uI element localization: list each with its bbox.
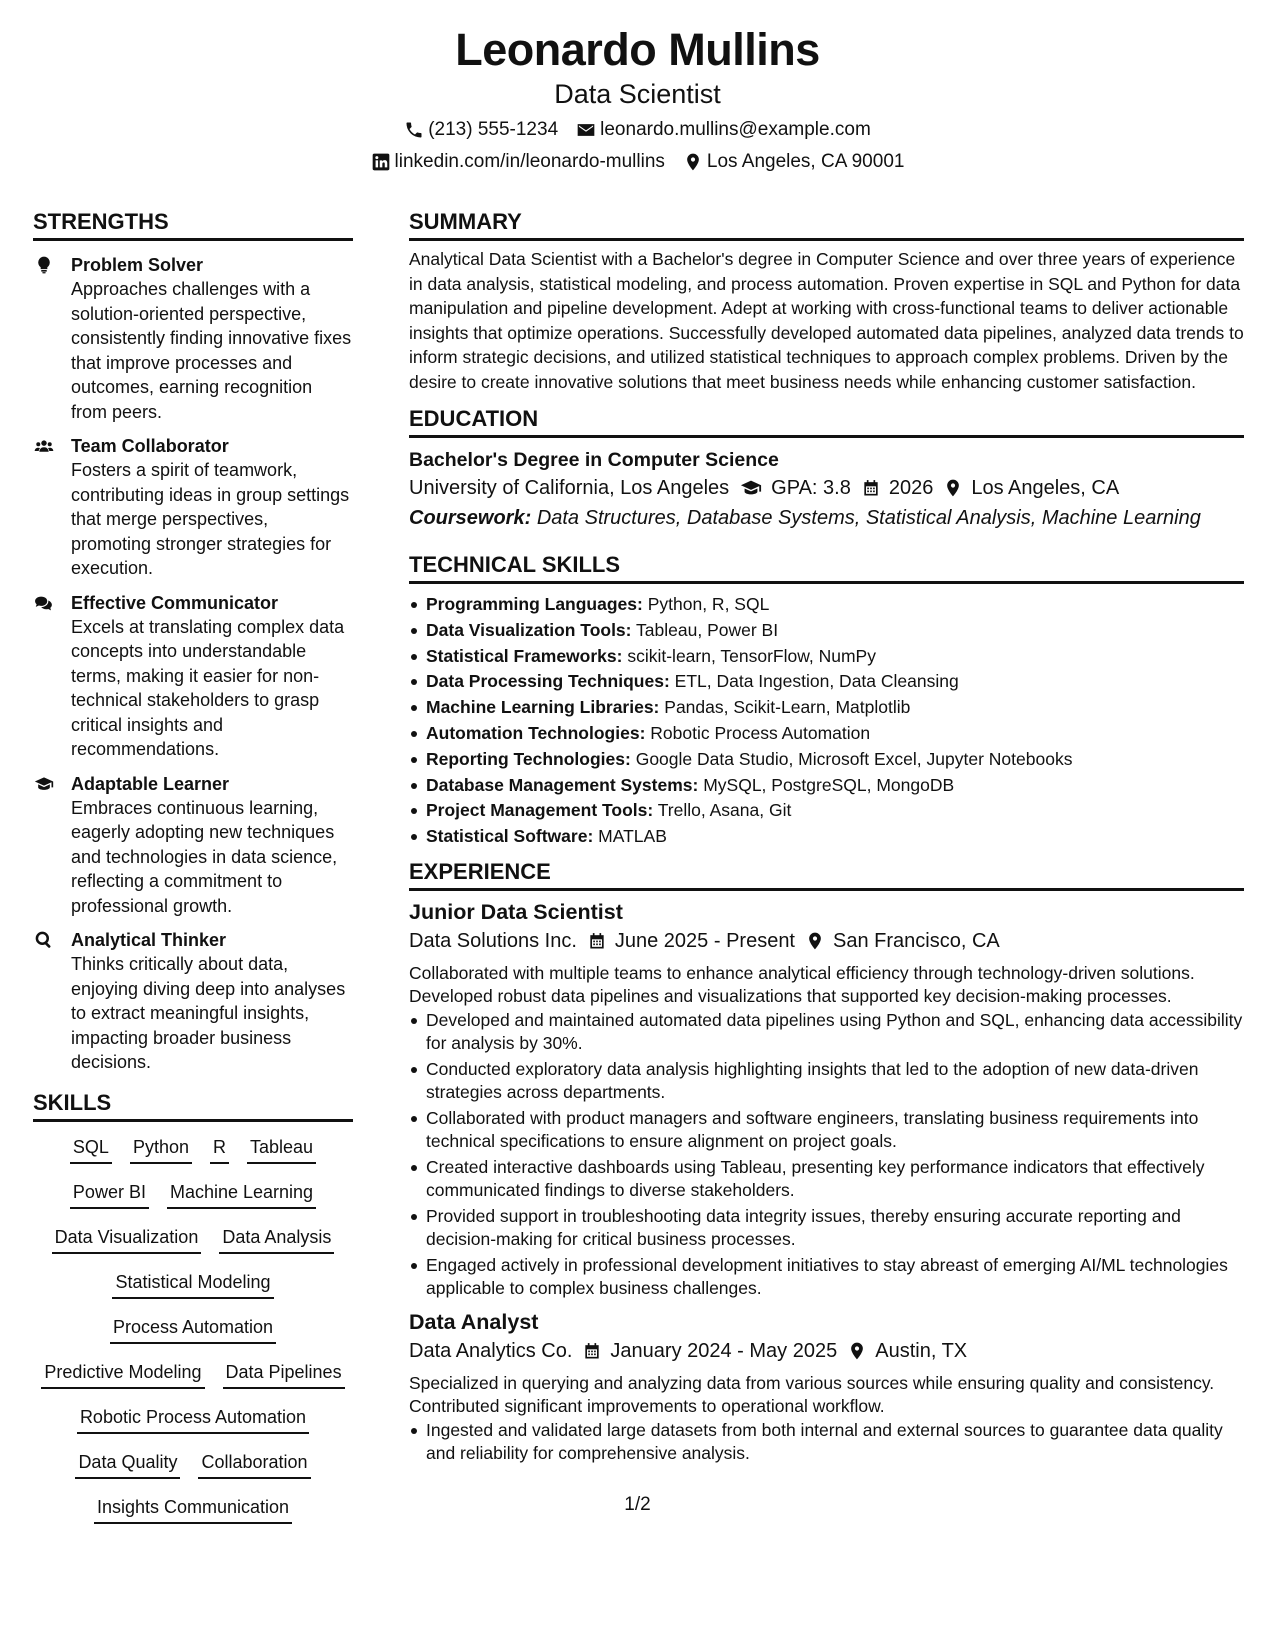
phone-icon <box>404 120 424 140</box>
skill-tag-row <box>33 1449 353 1494</box>
job-entry <box>409 898 1244 1301</box>
technical-skill-label: Project Management Tools: <box>426 800 654 821</box>
skill-tag: Insights Communication <box>94 1494 292 1524</box>
right-column <box>409 208 1244 1468</box>
map-pin-icon <box>847 1341 867 1361</box>
coursework-label: Coursework: <box>409 507 532 529</box>
gpa-item <box>739 473 851 503</box>
strength-item <box>33 772 353 919</box>
job-bullet: Provided support in troubleshooting data integrity issues, thereby ensuring accurate reporting and decision-making for critical business processes. <box>409 1205 1244 1252</box>
users-icon <box>33 436 57 456</box>
skill-tag: SQL <box>70 1134 112 1164</box>
email-contact[interactable] <box>576 118 871 142</box>
job-entry <box>409 1308 1244 1466</box>
skill-tag: Machine Learning <box>167 1179 316 1209</box>
skill-tag-row <box>33 1404 353 1449</box>
strength-desc: Excels at translating complex data concepts into understandable terms, making it easier for non-technical stakeholders to grasp critical insights and recommendations. <box>71 616 345 759</box>
strength-item <box>33 928 353 1075</box>
skills-heading: SKILLS <box>33 1089 353 1122</box>
page-number: 1/2 <box>624 1494 651 1515</box>
location-text: Los Angeles, CA 90001 <box>706 151 905 172</box>
skill-tag-row <box>33 1224 353 1269</box>
left-column <box>33 208 353 1539</box>
degree-title: Bachelor's Degree in Computer Science <box>409 449 779 471</box>
technical-skill-item <box>409 618 1244 644</box>
company-name: Data Solutions Inc. <box>409 929 577 952</box>
job-bullet: Created interactive dashboards using Tableau, presenting key performance indicators that effectively communicated findings to diverse stakeholders. <box>409 1156 1244 1203</box>
location-contact <box>683 150 905 174</box>
technical-skill-label: Programming Languages: <box>426 594 643 614</box>
technical-skill-value: Robotic Process Automation <box>650 722 871 743</box>
jobs-list <box>409 898 1244 1466</box>
strength-title: Adaptable Learner <box>71 773 230 794</box>
technical-skill-label: Reporting Technologies: <box>426 748 631 769</box>
technical-skill-label: Data Processing Techniques: <box>426 671 670 692</box>
lightbulb-icon <box>33 255 57 275</box>
technical-skill-item <box>409 721 1244 747</box>
technical-skill-label: Data Visualization Tools: <box>426 619 632 640</box>
skill-tag: R <box>210 1134 229 1164</box>
resume-header <box>0 22 1275 174</box>
job-title: Data Analyst <box>409 1309 539 1334</box>
candidate-title: Data Scientist <box>554 79 721 109</box>
education-meta <box>409 473 1244 503</box>
job-dates: January 2024 - May 2025 <box>610 1339 838 1362</box>
summary-text: Analytical Data Scientist with a Bachelor's degree in Computer Science and over three years of experience in data analysis, statistical modeling, and process automation. Proven expertise in SQL and Python for data manipulation and pipeline development. Adept at working with cross-functional teams to deliver actionable insights that optimize operations. Successfully developed automated data pipelines, analyzed data trends to inform strategic decisions, and utilized statistical techniques to approach complex problems. Driven by the desire to create innovative solutions that meet business needs while enhancing customer satisfaction. <box>409 249 1244 392</box>
technical-skill-item <box>409 592 1244 618</box>
job-bullets <box>409 1419 1244 1466</box>
job-bullet: Conducted exploratory data analysis highlighting insights that led to the adoption of new data-driven strategies across departments. <box>409 1058 1244 1105</box>
skill-tag-row <box>33 1179 353 1224</box>
coursework-text: Data Structures, Database Systems, Statistical Analysis, Machine Learning <box>536 507 1201 529</box>
skill-tag-row <box>33 1314 353 1359</box>
job-meta <box>409 926 1244 956</box>
contact-row-1 <box>0 118 1275 142</box>
experience-heading: EXPERIENCE <box>409 858 1244 891</box>
year-text: 2026 <box>888 477 934 499</box>
skill-tag: Python <box>130 1134 192 1164</box>
technical-skill-value: ETL, Data Ingestion, Data Cleansing <box>674 671 959 692</box>
technical-skill-value: MATLAB <box>598 826 667 847</box>
skill-tag: Data Analysis <box>219 1224 334 1254</box>
skill-tag-row <box>33 1269 353 1314</box>
gpa-text: GPA: 3.8 <box>771 477 851 499</box>
technical-skills-heading: TECHNICAL SKILLS <box>409 551 1244 584</box>
skill-tag: Data Quality <box>75 1449 180 1479</box>
strength-desc: Thinks critically about data, enjoying diving deep into analyses to extract meaningful insights, impacting broader business decisions. <box>71 954 346 1072</box>
technical-skill-label: Statistical Software: <box>426 826 594 847</box>
job-bullet: Developed and maintained automated data pipelines using Python and SQL, enhancing data accessibility for analysis by 30%. <box>409 1009 1244 1056</box>
phone-text: (213) 555-1234 <box>428 119 559 140</box>
skill-tag: Statistical Modeling <box>112 1269 273 1299</box>
candidate-name: Leonardo Mullins <box>455 24 820 75</box>
skill-tags <box>33 1122 353 1539</box>
map-pin-icon <box>805 931 825 951</box>
strength-title: Effective Communicator <box>71 592 279 613</box>
coursework <box>409 503 1244 533</box>
job-description: Collaborated with multiple teams to enhance analytical efficiency through technology-driven solutions. Developed robust data pipelines and visualizations that supported key decision-making processes. <box>409 962 1195 1007</box>
linkedin-text: linkedin.com/in/leonardo-mullins <box>394 151 665 172</box>
technical-skill-label: Automation Technologies: <box>426 722 646 743</box>
skill-tag: Data Pipelines <box>223 1359 345 1389</box>
school-name: University of California, Los Angeles <box>409 477 730 499</box>
technical-skill-value: Google Data Studio, Microsoft Excel, Jupyter Notebooks <box>635 748 1073 769</box>
calendar-icon <box>587 931 607 951</box>
technical-skill-item <box>409 644 1244 670</box>
job-location-item <box>847 1336 967 1366</box>
graduation-cap-icon <box>33 774 57 794</box>
skill-tag: Collaboration <box>198 1449 310 1479</box>
strength-title: Team Collaborator <box>71 436 229 456</box>
technical-skill-label: Statistical Frameworks: <box>426 645 623 666</box>
technical-skill-item <box>409 773 1244 799</box>
edu-location-text: Los Angeles, CA <box>971 477 1120 499</box>
phone-contact[interactable] <box>404 118 558 142</box>
company-name: Data Analytics Co. <box>409 1339 573 1362</box>
skill-tag: Data Visualization <box>52 1224 202 1254</box>
strength-desc: Approaches challenges with a solution-oriented perspective, consistently finding innovative fixes that improve processes and outcomes, earning recognition from peers. <box>71 279 352 422</box>
technical-skill-item <box>409 798 1244 824</box>
technical-skill-item <box>409 669 1244 695</box>
skill-tag: Robotic Process Automation <box>77 1404 309 1434</box>
strength-title: Problem Solver <box>71 255 204 275</box>
graduation-cap-icon <box>739 477 763 499</box>
technical-skill-value: Python, R, SQL <box>647 594 770 614</box>
technical-skill-value: scikit-learn, TensorFlow, NumPy <box>627 645 876 666</box>
skill-tag: Process Automation <box>110 1314 276 1344</box>
job-bullet: Ingested and validated large datasets from both internal and external sources to guarantee data quality and reliability for comprehensive analysis. <box>409 1419 1244 1466</box>
skill-tag: Power BI <box>70 1179 149 1209</box>
map-pin-icon <box>683 152 703 172</box>
edu-location-item <box>943 473 1119 503</box>
calendar-icon <box>861 478 881 498</box>
job-bullet: Collaborated with product managers and software engineers, translating business requirements into technical specifications to ensure alignment on project goals. <box>409 1107 1244 1154</box>
strength-desc: Fosters a spirit of teamwork, contributing ideas in group settings that merge perspectives, promoting stronger strategies for execution. <box>71 460 350 578</box>
job-location: San Francisco, CA <box>833 929 1000 952</box>
technical-skill-value: Tableau, Power BI <box>636 619 779 640</box>
job-meta <box>409 1336 1244 1366</box>
skill-tag-row <box>33 1359 353 1404</box>
calendar-icon <box>582 1341 602 1361</box>
job-dates: June 2025 - Present <box>614 929 795 952</box>
strength-item <box>33 253 353 424</box>
linkedin-icon <box>371 152 391 172</box>
strength-item <box>33 434 353 581</box>
linkedin-contact[interactable] <box>371 150 665 174</box>
skill-tag-row <box>33 1134 353 1179</box>
technical-skill-item <box>409 747 1244 773</box>
job-dates-item <box>582 1336 837 1366</box>
job-location-item <box>805 926 1000 956</box>
technical-skill-label: Machine Learning Libraries: <box>426 697 660 718</box>
technical-skill-label: Database Management Systems: <box>426 774 699 795</box>
year-item <box>861 473 934 503</box>
envelope-icon <box>576 120 596 140</box>
technical-skill-value: Trello, Asana, Git <box>657 800 792 821</box>
education-heading: EDUCATION <box>409 405 1244 438</box>
strength-desc: Embraces continuous learning, eagerly adopting new techniques and technologies in data science, reflecting a commitment to professional growth. <box>71 797 338 916</box>
email-text: leonardo.mullins@example.com <box>600 119 871 140</box>
comments-icon <box>33 593 57 613</box>
technical-skills-list <box>409 592 1244 850</box>
strength-title: Analytical Thinker <box>71 930 227 950</box>
job-bullets <box>409 1009 1244 1301</box>
job-bullet: Engaged actively in professional development initiatives to stay abreast of emerging AI/ML technologies applicable to complex business challenges. <box>409 1254 1244 1301</box>
map-pin-icon <box>943 478 963 498</box>
job-description: Specialized in querying and analyzing data from various sources while ensuring quality and consistency. Contributed significant improvements to operational workflow. <box>409 1372 1215 1417</box>
job-title: Junior Data Scientist <box>409 899 623 924</box>
summary-heading: SUMMARY <box>409 208 1244 241</box>
job-dates-item <box>587 926 795 956</box>
job-location: Austin, TX <box>875 1339 968 1362</box>
technical-skill-item <box>409 695 1244 721</box>
strengths-heading: STRENGTHS <box>33 208 353 241</box>
skill-tag: Tableau <box>247 1134 316 1164</box>
technical-skill-item <box>409 824 1244 850</box>
search-icon <box>33 930 57 950</box>
contact-row-2 <box>0 150 1275 174</box>
strength-item <box>33 591 353 762</box>
skill-tag: Predictive Modeling <box>41 1359 204 1389</box>
skills-section <box>33 1089 353 1539</box>
technical-skill-value: Pandas, Scikit-Learn, Matplotlib <box>664 697 911 718</box>
strengths-list <box>33 253 353 1075</box>
technical-skill-value: MySQL, PostgreSQL, MongoDB <box>703 774 955 795</box>
